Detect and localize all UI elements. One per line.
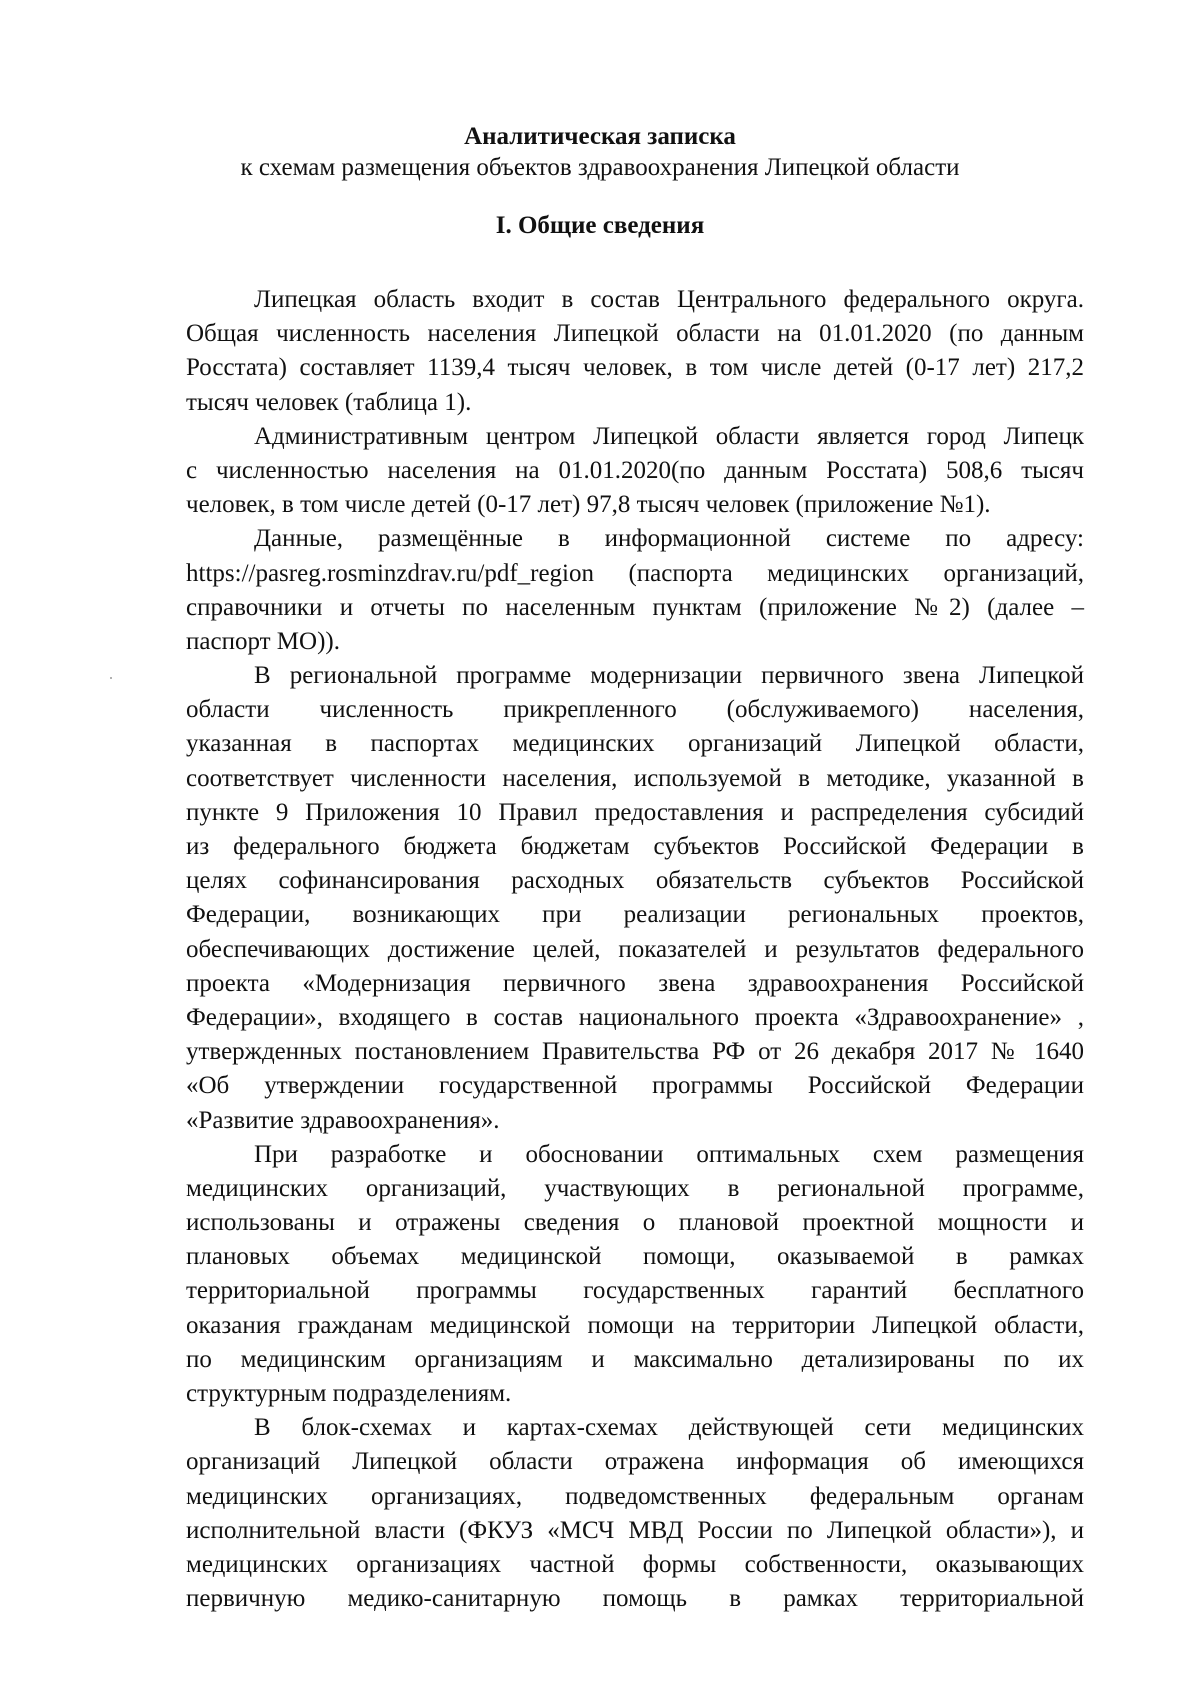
text-line: https://pasreg.rosminzdrav.ru/pdf_region (паспорта медицинских организаций, bbox=[186, 559, 1084, 587]
paragraph-3 bbox=[186, 522, 1084, 659]
text-line: Данные, размещённые в информационной системе по адресу: bbox=[254, 525, 1084, 553]
text-line: указанная в паспортах медицинских организаций Липецкой области, bbox=[186, 730, 1084, 758]
paragraph-4 bbox=[186, 659, 1084, 1138]
text-line: паспорт МО)). bbox=[186, 627, 340, 655]
text-line: В региональной программе модернизации первичного звена Липецкой bbox=[254, 662, 1084, 690]
text-line: Административным центром Липецкой области является город Липецк bbox=[254, 422, 1084, 450]
text-line: по медицинским организациям и максимально детализированы по их bbox=[186, 1345, 1084, 1373]
text-line: Общая численность населения Липецкой области на 01.01.2020 (по данным bbox=[186, 320, 1084, 348]
text-line: структурным подразделениям. bbox=[186, 1380, 512, 1407]
scan-speck bbox=[110, 677, 112, 679]
text-line: При разработке и обосновании оптимальных схем размещения bbox=[254, 1140, 1084, 1168]
text-line: Липецкая область входит в состав Центрального федерального округа. bbox=[254, 286, 1084, 313]
text-line: проекта «Модернизация первичного звена здравоохранения Российской bbox=[186, 969, 1084, 997]
text-line: утвержденных постановлением Правительства РФ от 26 декабря 2017 № 1640 bbox=[186, 1038, 1084, 1066]
text-line: «Развитие здравоохранения». bbox=[186, 1106, 500, 1134]
text-line: медицинских организациях, подведомственных федеральным органам bbox=[186, 1482, 1084, 1510]
text-line: использованы и отражены сведения о плановой проектной мощности и bbox=[186, 1209, 1084, 1237]
text-line: «Об утверждении государственной программы Российской Федерации bbox=[186, 1072, 1084, 1100]
text-line: первичную медико-санитарную помощь в рамках территориальной bbox=[186, 1585, 1084, 1613]
text-line: В блок-схемах и картах-схемах действующей сети медицинских bbox=[254, 1414, 1084, 1442]
text-line: Росстата) составляет 1139,4 тысяч человек, в том числе детей (0-17 лет) 217,2 bbox=[186, 354, 1084, 382]
document-body bbox=[186, 283, 1084, 1616]
paragraph-1 bbox=[186, 283, 1084, 420]
text-line: справочники и отчеты по населенным пунктам (приложение №2) (далее – bbox=[186, 593, 1084, 621]
text-line: оказания гражданам медицинской помощи на территории Липецкой области, bbox=[186, 1311, 1084, 1339]
text-line: человек, в том числе детей (0-17 лет) 97,8 тысяч человек (приложение №1). bbox=[186, 491, 991, 519]
text-line: медицинских организаций, участвующих в региональной программе, bbox=[186, 1174, 1084, 1202]
text-line: территориальной программы государственных гарантий бесплатного bbox=[186, 1277, 1084, 1305]
text-line: из федерального бюджета бюджетам субъектов Российской Федерации в bbox=[186, 833, 1084, 860]
paragraph-5 bbox=[186, 1138, 1084, 1412]
section-heading: I. Общие сведения bbox=[495, 212, 705, 239]
text-line: пункте 9 Приложения 10 Правил предоставления и распределения субсидий bbox=[186, 798, 1084, 826]
document-title: Аналитическая записка bbox=[464, 123, 736, 150]
text-line: исполнительной власти (ФКУЗ «МСЧ МВД России по Липецкой области»), и bbox=[186, 1516, 1084, 1544]
text-line: обеспечивающих достижение целей, показателей и результатов федерального bbox=[186, 935, 1084, 963]
text-line: Федерации», входящего в состав национального проекта «Здравоохранение» , bbox=[186, 1003, 1084, 1031]
text-line: тысяч человек (таблица 1). bbox=[186, 388, 472, 416]
paragraph-2 bbox=[186, 420, 1084, 523]
text-line: организаций Липецкой области отражена информация об имеющихся bbox=[186, 1448, 1084, 1476]
text-line: Федерации, возникающих при реализации региональных проектов, bbox=[186, 901, 1084, 929]
text-line: соответствует численности населения, используемой в методике, указанной в bbox=[186, 764, 1084, 792]
text-line: с численностью населения на 01.01.2020(по данным Росстата) 508,6 тысяч bbox=[186, 456, 1084, 484]
text-line: медицинских организациях частной формы собственности, оказывающих bbox=[186, 1550, 1084, 1578]
document-subtitle: к схемам размещения объектов здравоохранения Липецкой области bbox=[240, 154, 960, 181]
text-line: плановых объемах медицинской помощи, оказываемой в рамках bbox=[186, 1243, 1084, 1271]
text-line: целях софинансирования расходных обязательств субъектов Российской bbox=[186, 867, 1084, 895]
paragraph-6 bbox=[186, 1411, 1084, 1616]
text-line: области численность прикрепленного (обслуживаемого) населения, bbox=[186, 696, 1084, 724]
